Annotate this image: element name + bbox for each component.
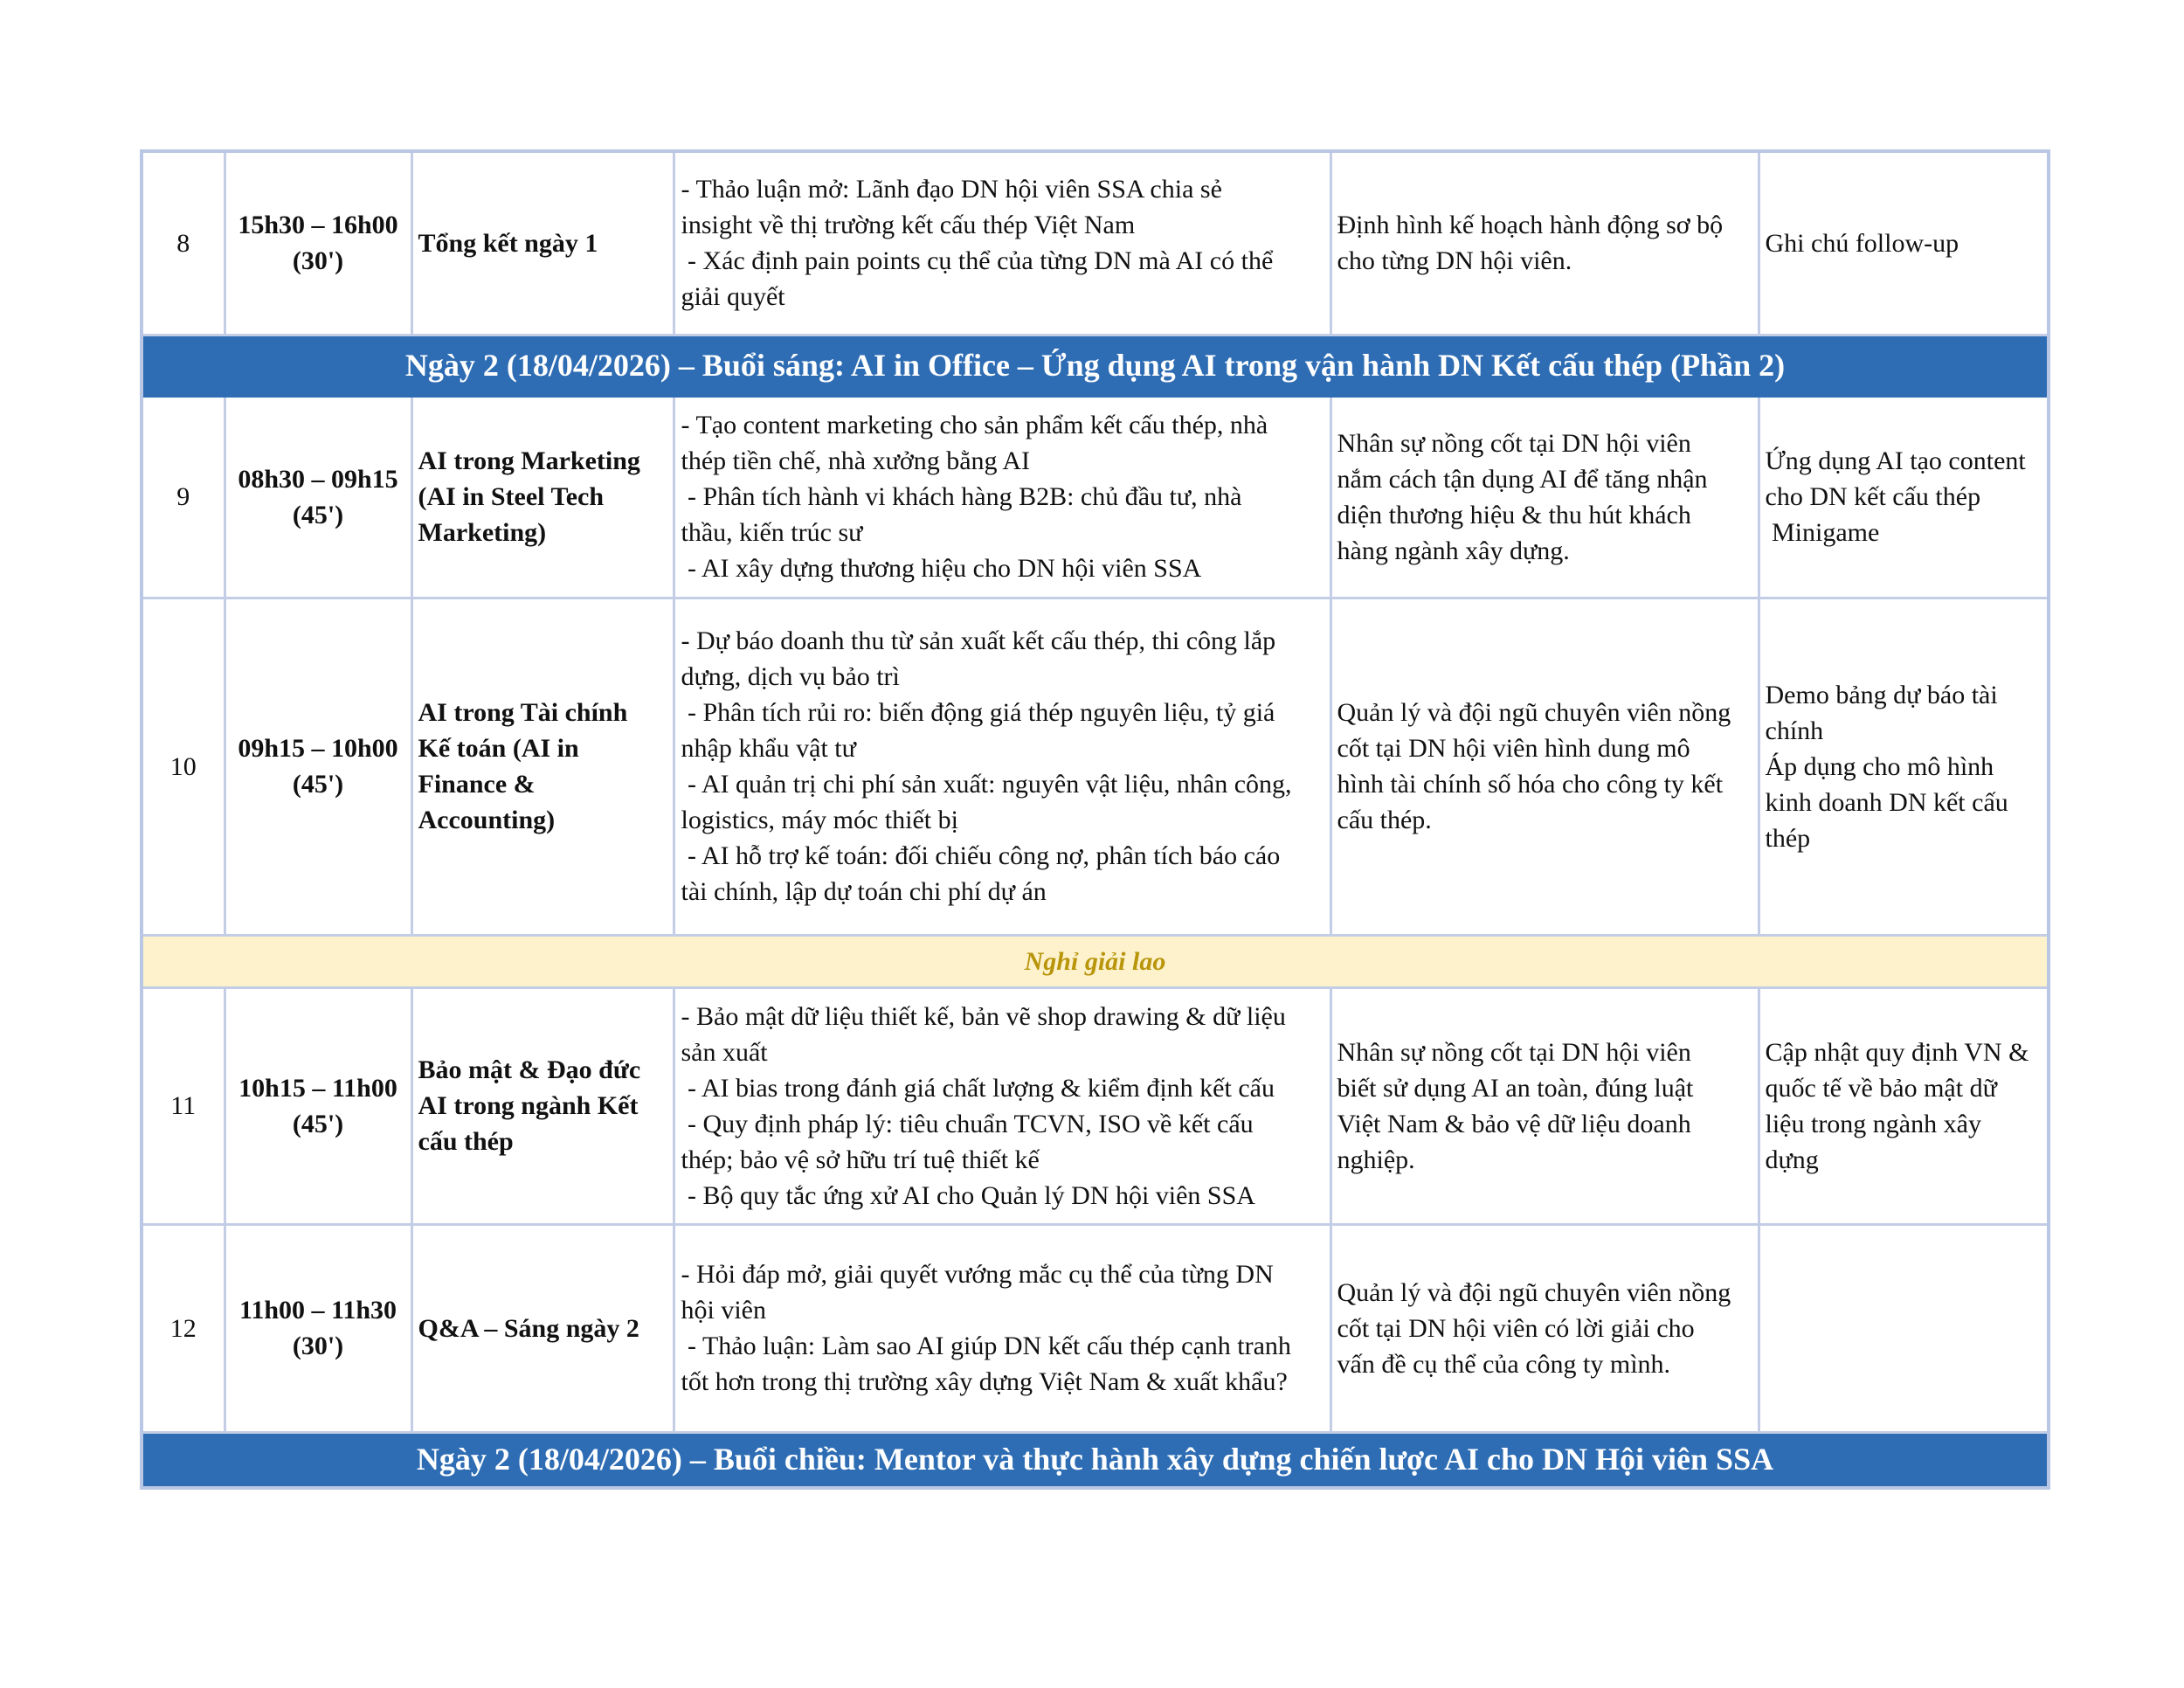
cell-line: Tổng kết ngày 1 [418,228,598,258]
cell-line: - Tạo content marketing cho sản phẩm kết cấu thép, nhà [681,411,1268,439]
cell-line: nhập khẩu vật tư [681,734,856,763]
break-row [142,935,2049,987]
day2-afternoon-band [142,1432,2049,1488]
cell-line: Demo bảng dự báo tài [1765,680,1998,709]
cell-line: kinh doanh DN kết cấu [1765,787,2008,817]
cell-line: thép; bảo vệ sở hữu trí tuệ thiết kế [681,1145,1040,1174]
cell-line: Q&A – Sáng ngày 2 [418,1313,639,1343]
cell-line: Quản lý và đội ngũ chuyên viên nồng [1337,698,1731,727]
cell-line: Finance & [418,770,536,799]
cell-line: Nhân sự nồng cốt tại DN hội viên [1337,1037,1691,1067]
session-number: 9 [142,396,225,598]
cell-line: (45') [292,770,344,799]
cell-line: Quản lý và đội ngũ chuyên viên nồng [1337,1277,1731,1307]
session-content [674,151,1330,335]
cell-line: - Bảo mật dữ liệu thiết kế, bản vẽ shop drawing & dữ liệu [681,1001,1286,1031]
session-topic [411,396,674,598]
session-time [225,151,411,335]
session-number: 8 [142,151,225,335]
cell-line: thép [1765,823,1811,853]
cell-line: 10h15 – 11h00 [238,1073,397,1103]
cell-line: cho DN kết cấu thép [1765,482,1981,511]
cell-line: (45') [292,1109,344,1138]
session-time [225,1224,411,1432]
cell-line: thầu, kiến trúc sư [681,518,863,547]
cell-line: - Bộ quy tắc ứng xử AI cho Quản lý DN hội viên SSA [681,1180,1255,1210]
cell-line: - Phân tích rủi ro: biến động giá thép nguyên liệu, tỷ giá [681,698,1275,727]
cell-line: Nhân sự nồng cốt tại DN hội viên [1337,428,1691,458]
cell-line: cốt tại DN hội viên hình dung mô [1337,734,1690,763]
cell-line: - AI quản trị chi phí sản xuất: nguyên vật liệu, nhân công, [681,770,1292,799]
session-time [225,987,411,1224]
break-label: Nghỉ giải lao [142,935,2049,987]
cell-line: AI trong Marketing [418,446,640,475]
cell-line: - Hỏi đáp mở, giải quyết vướng mắc cụ thể của từng DN [681,1260,1274,1289]
cell-line: logistics, máy móc thiết bị [681,806,958,834]
cell-line: 09h15 – 10h00 [238,734,398,763]
session-topic [411,151,674,335]
session-notes [1759,1224,2049,1432]
session-time [225,598,411,935]
cell-line: 11h00 – 11h30 [238,1296,397,1325]
cell-line: nắm cách tận dụng AI để tăng nhận [1337,464,1708,494]
cell-line: Bảo mật & Đạo đức [418,1055,641,1084]
session-content [674,1224,1330,1432]
cell-line: - AI hỗ trợ kế toán: đối chiếu công nợ, phân tích báo cáo [681,841,1281,870]
agenda-row [142,396,2049,598]
cell-line: - Dự báo doanh thu từ sản xuất kết cấu thép, thi công lắp [681,626,1276,655]
agenda-row [142,1224,2049,1432]
cell-line: - Thảo luận: Làm sao AI giúp DN kết cấu thép cạnh tranh [681,1332,1291,1360]
cell-line: cốt tại DN hội viên có lời giải cho [1337,1313,1695,1343]
cell-line: (30') [292,1332,344,1360]
cell-line: cấu thép. [1337,806,1432,834]
cell-line: chính [1765,716,1824,745]
cell-line: sản xuất [681,1037,768,1067]
agenda-row [142,987,2049,1224]
agenda-row [142,151,2049,335]
cell-line: Cập nhật quy định VN & [1765,1037,2029,1067]
cell-line: dựng [1765,1145,1819,1174]
session-number: 10 [142,598,225,935]
cell-line: tốt hơn trong thị trường xây dựng Việt Nam & xuất khẩu? [681,1367,1288,1396]
session-content [674,598,1330,935]
cell-line: Áp dụng cho mô hình [1765,751,1994,781]
cell-line: giải quyết [681,282,785,312]
session-notes [1759,987,2049,1224]
session-time [225,396,411,598]
cell-line: - Thảo luận mở: Lãnh đạo DN hội viên SSA chia sẻ [681,175,1222,204]
session-content [674,396,1330,598]
cell-line: - AI bias trong đánh giá chất lượng & kiểm định kết cấu [681,1073,1275,1103]
cell-line: hội viên [681,1296,766,1325]
agenda-row [142,598,2049,935]
session-outcome [1330,987,1759,1224]
cell-line: dựng, dịch vụ bảo trì [681,662,900,691]
cell-line: - AI xây dựng thương hiệu cho DN hội viên SSA [681,554,1202,583]
cell-line: Việt Nam & bảo vệ dữ liệu doanh [1337,1109,1691,1138]
session-notes [1759,598,2049,935]
cell-line: tài chính, lập dự toán chi phí dự án [681,877,1047,906]
cell-line: - Phân tích hành vi khách hàng B2B: chủ đầu tư, nhà [681,482,1242,511]
session-number: 12 [142,1224,225,1432]
session-outcome [1330,396,1759,598]
cell-line: hàng ngành xây dựng. [1337,536,1570,565]
session-outcome [1330,1224,1759,1432]
cell-line: Kế toán (AI in [418,734,579,763]
cell-line: - Quy định pháp lý: tiêu chuẩn TCVN, ISO về kết cấu [681,1109,1254,1138]
cell-line: cấu thép [418,1127,514,1156]
cell-line: AI trong ngành Kết [418,1091,639,1120]
session-outcome [1330,598,1759,935]
cell-line: insight về thị trường kết cấu thép Việt Nam [681,211,1136,240]
cell-line: nghiệp. [1337,1145,1415,1174]
session-content [674,987,1330,1224]
session-notes [1759,151,2049,335]
cell-line: Marketing) [418,518,547,547]
cell-line: diện thương hiệu & thu hút khách [1337,500,1691,529]
cell-line: hình tài chính số hóa cho công ty kết [1337,770,1724,799]
cell-line: vấn đề cụ thể của công ty mình. [1337,1349,1671,1379]
cell-line: Minigame [1765,518,1880,547]
cell-line: - Xác định pain points cụ thể của từng DN mà AI có thể [681,246,1274,276]
day2-morning-band [142,335,2049,396]
cell-line: 08h30 – 09h15 [238,464,398,494]
cell-line: (AI in Steel Tech [418,482,605,511]
cell-line: Ứng dụng AI tạo content [1765,446,2026,475]
cell-line: AI trong Tài chính [418,698,628,727]
day2-morning-heading: Ngày 2 (18/04/2026) – Buổi sáng: AI in Office – Ứng dụng AI trong vận hành DN Kết cấu thép (Phần 2) [142,335,2049,396]
cell-line: Định hình kế hoạch hành động sơ bộ [1337,211,1724,240]
cell-line: liệu trong ngành xây [1765,1109,1981,1138]
day2-afternoon-heading: Ngày 2 (18/04/2026) – Buổi chiều: Mentor và thực hành xây dựng chiến lược AI cho DN Hội viên SSA [142,1432,2049,1488]
cell-line: biết sử dụng AI an toàn, đúng luật [1337,1073,1694,1103]
cell-line: quốc tế về bảo mật dữ [1765,1073,1997,1103]
cell-line: 15h30 – 16h00 [238,211,398,240]
session-topic [411,1224,674,1432]
session-outcome [1330,151,1759,335]
session-number: 11 [142,987,225,1224]
session-topic [411,598,674,935]
session-notes [1759,396,2049,598]
cell-line: (30') [292,246,344,276]
cell-line: cho từng DN hội viên. [1337,246,1572,276]
cell-line: thép tiền chế, nhà xưởng bằng AI [681,446,1031,475]
session-topic [411,987,674,1224]
cell-line: Accounting) [418,806,556,834]
agenda-table [140,149,2050,1490]
cell-line: (45') [292,500,344,529]
cell-line: Ghi chú follow-up [1765,228,1959,258]
